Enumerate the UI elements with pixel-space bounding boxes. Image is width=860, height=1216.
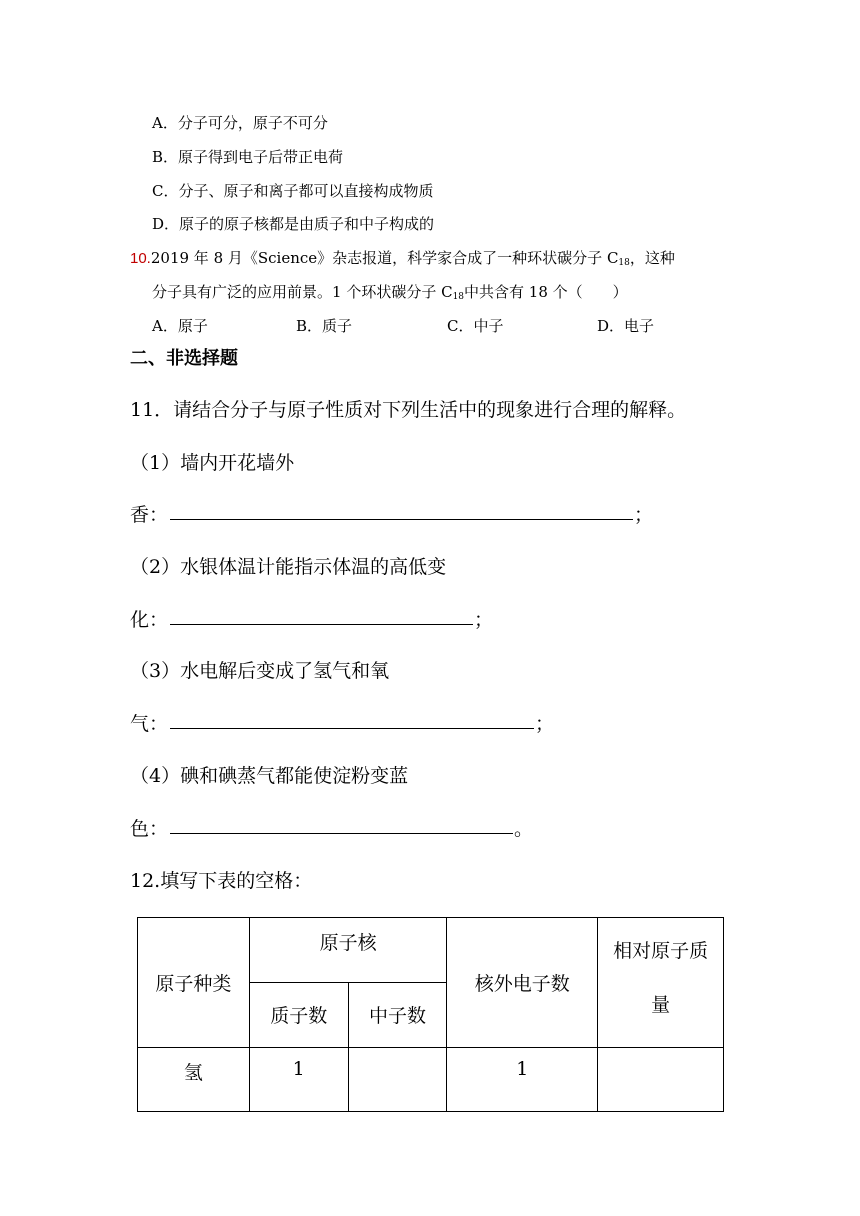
header-nucleus: 原子核: [249, 918, 447, 983]
q10-line2-text: 分子具有广泛的应用前景。1 个环状碳分子 C: [152, 283, 453, 301]
header-neutrons: 中子数: [348, 983, 447, 1047]
header-relative-mass: [598, 918, 724, 1048]
q10-option-c: C．中子: [447, 317, 504, 335]
answer-blank-1[interactable]: [170, 519, 633, 520]
q10-line1: [130, 247, 675, 268]
table-row: [138, 1047, 724, 1111]
q9-option-c: C．分子、原子和离子都可以直接构成物质: [152, 182, 434, 200]
header-protons: 质子数: [249, 983, 348, 1047]
q10-option-d: D．电子: [597, 317, 655, 335]
q11-item-3: （3）水电解后变成了氢气和氧: [130, 660, 390, 682]
q12-stem: 12.填写下表的空格：: [130, 870, 313, 892]
header-electrons: 核外电子数: [447, 918, 598, 1048]
q9-option-d: D．原子的原子核都是由质子和中子构成的: [152, 215, 435, 233]
header-relative-mass-line2: 量: [651, 994, 671, 1017]
answer-blank-3[interactable]: [170, 728, 534, 729]
q11-item-1-end: ；: [634, 504, 654, 526]
q11-item-1-prefix: 香：: [130, 504, 169, 526]
q9-option-b: B．原子得到电子后带正电荷: [152, 148, 344, 166]
q9-option-a: A．分子可分，原子不可分: [152, 114, 328, 132]
answer-blank-2[interactable]: [170, 624, 473, 625]
q11-item-2-prefix: 化：: [130, 609, 169, 631]
cell-electrons: 1: [447, 1047, 598, 1111]
q11-item-2-end: ；: [474, 609, 494, 631]
cell-protons: 1: [249, 1047, 348, 1111]
atom-table: [137, 917, 724, 1112]
q11-item-4-prefix: 色：: [130, 818, 169, 840]
cell-mass[interactable]: [598, 1047, 724, 1111]
q10-line2: [152, 281, 628, 302]
q11-item-2: （2）水银体温计能指示体温的高低变: [130, 556, 447, 578]
q11-item-4-end: 。: [514, 818, 534, 840]
header-atom-type: 原子种类: [138, 918, 250, 1048]
q11-stem: 11．请结合分子与原子性质对下列生活中的现象进行合理的解释。: [130, 399, 687, 421]
q11-item-3-end: ；: [535, 713, 555, 735]
q11-item-3-prefix: 气：: [130, 713, 169, 735]
q10-line1-tail: ，这种: [629, 249, 675, 267]
q10-option-a: A．原子: [152, 317, 208, 335]
q10-line1-text: 2019 年 8 月《Science》杂志报道，科学家合成了一种环状碳分子 C: [150, 249, 619, 267]
q11-item-1: （1）墙内开花墙外: [130, 452, 295, 474]
answer-blank-4[interactable]: [170, 833, 513, 834]
header-relative-mass-line1: 相对原子质: [613, 940, 709, 963]
q10-line2-tail: 中共含有 18 个（ ）: [464, 283, 628, 301]
q11-item-4: （4）碘和碘蒸气都能使淀粉变蓝: [130, 765, 409, 787]
q10-option-b: B．质子: [296, 317, 353, 335]
q10-line2-subscript: 18: [452, 292, 465, 302]
q10-number: 10.: [130, 250, 151, 267]
q10-line1-subscript: 18: [618, 258, 630, 268]
cell-neutrons[interactable]: [348, 1047, 447, 1111]
cell-atom: 氢: [138, 1047, 250, 1111]
section-title: 二、非选择题: [130, 348, 238, 369]
